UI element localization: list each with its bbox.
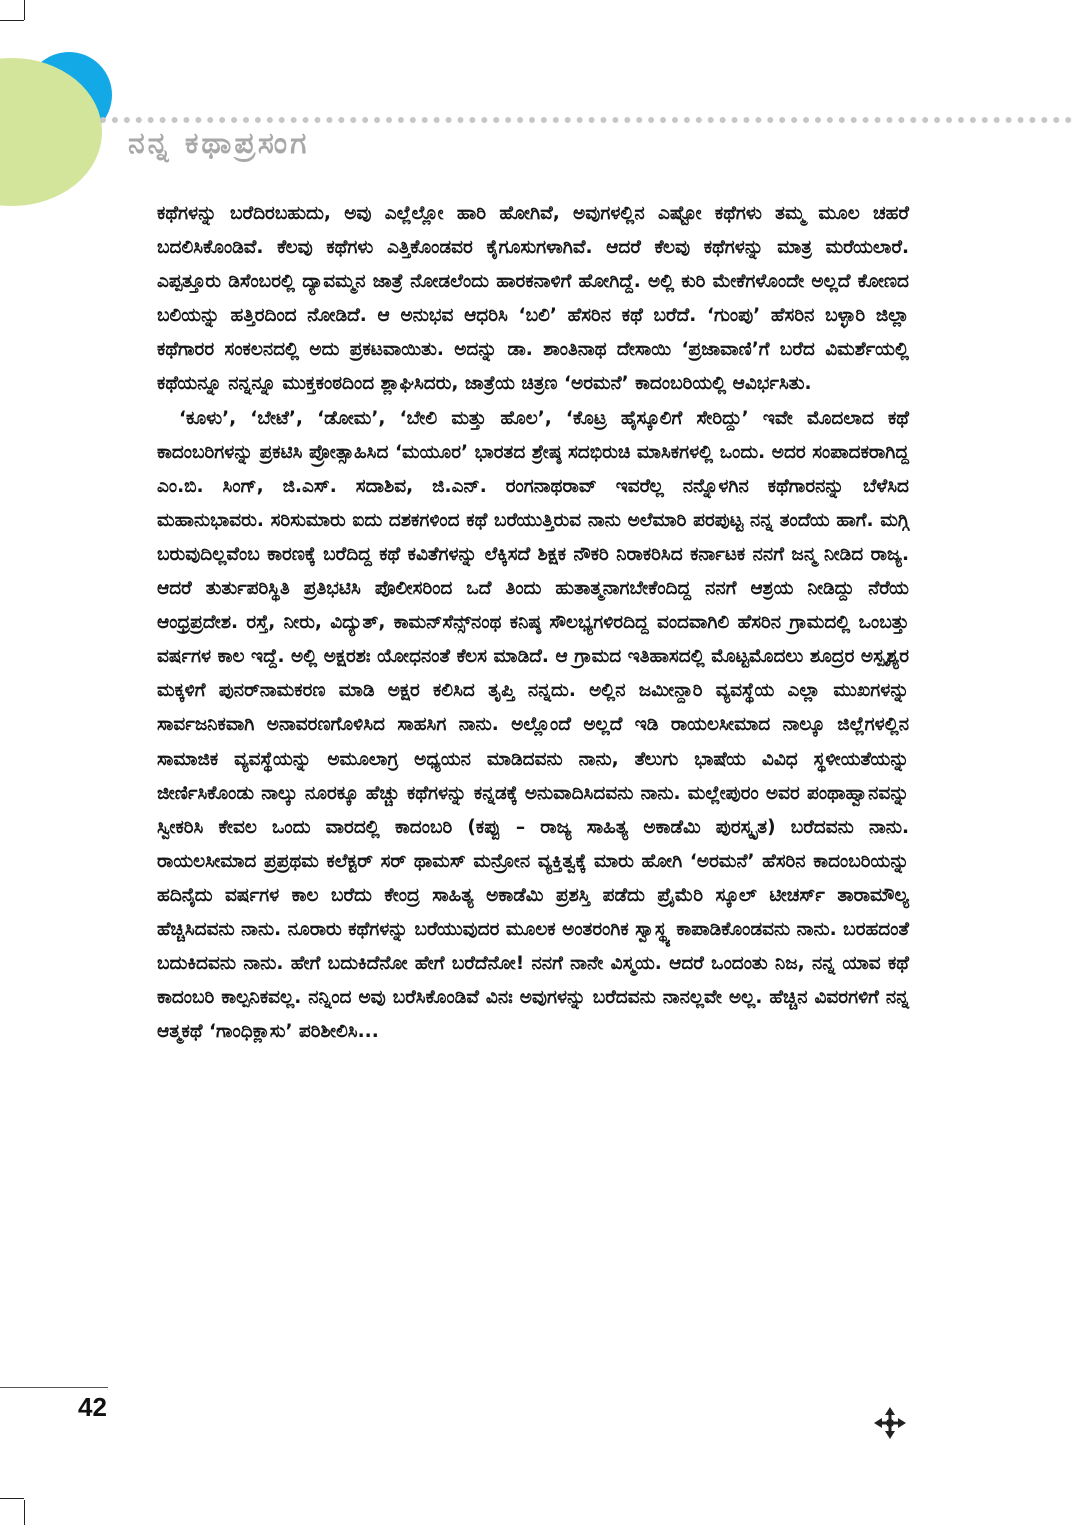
footer-rule [0, 1387, 108, 1388]
section-title: ನನ್ನ ಕಥಾಪ್ರಸಂಗ [128, 126, 310, 161]
crop-mark-top-vertical [24, 0, 25, 20]
dotted-header-rule [100, 117, 1072, 123]
paragraph-2: ‘ಕೂಳು’, ‘ಬೇಟೆ’, ‘ಡೋಮ’, ‘ಬೇಲಿ ಮತ್ತು ಹೊಲ’, ‘ಕೊಟ್ರ ಹೈಸ್ಕೂಲಿಗೆ ಸೇರಿದ್ದು’ ಇವೇ ಮೊದಲಾದ ಕಥೆ ಕಾದಂಬರಿಗಳನ್ನು ಪ್ರಕಟಿಸಿ ಪ್ರೋತ್ಸಾಹಿಸಿದ ‘ಮಯೂರ’ ಭಾರತದ ಶ್ರೇಷ್ಠ ಸದಭಿರುಚಿ ಮಾಸಿಕಗಳಲ್ಲಿ ಒಂದು. ಅದರ ಸಂಪಾದಕರಾಗಿದ್ದ ಎಂ.ಬಿ. ಸಿಂಗ್, ಜಿ.ಎಸ್. ಸದಾಶಿವ, ಜಿ.ಎನ್. ರಂಗನಾಥರಾವ್ ಇವರೆಲ್ಲ ನನ್ನೊಳಗಿನ ಕಥೆಗಾರನನ್ನು ಬೆಳೆಸಿದ ಮಹಾನುಭಾವರು. ಸರಿಸುಮಾರು ಐದು ದಶಕಗಳಿಂದ ಕಥೆ ಬರೆಯುತ್ತಿರುವ ನಾನು ಅಲೆಮಾರಿ ಪರಪುಟ್ಟ ನನ್ನ ತಂದೆಯ ಹಾಗೆ. ಮಗ್ಗಿ ಬರುವುದಿಲ್ಲವೆಂಬ ಕಾರಣಕ್ಕೆ ಬರೆದಿದ್ದ ಕಥೆ ಕವಿತೆಗಳನ್ನು ಲೆಕ್ಕಿಸದೆ ಶಿಕ್ಷಕ ನೌಕರಿ ನಿರಾಕರಿಸಿದ ಕರ್ನಾಟಕ ನನಗೆ ಜನ್ಮ ನೀಡಿದ ರಾಜ್ಯ. ಆದರೆ ತುರ್ತುಪರಿಸ್ಥಿತಿ ಪ್ರತಿಭಟಿಸಿ ಪೊಲೀಸರಿಂದ ಒದೆ ತಿಂದು ಹುತಾತ್ಮನಾಗಬೇಕೆಂದಿದ್ದ ನನಗೆ ಆಶ್ರಯ ನೀಡಿದ್ದು ನೆರೆಯ ಆಂಧ್ರಪ್ರದೇಶ. ರಸ್ತೆ, ನೀರು, ವಿದ್ಯುತ್, ಕಾಮನ್‌ಸೆನ್ಸ್‌ನಂಥ ಕನಿಷ್ಠ ಸೌಲಭ್ಯಗಳಿರದಿದ್ದ ವಂದವಾಗಿಲಿ ಹೆಸರಿನ ಗ್ರಾಮದಲ್ಲಿ ಒಂಬತ್ತು ವರ್ಷಗಳ ಕಾಲ ಇದ್ದೆ. ಅಲ್ಲಿ ಅಕ್ಷರಶಃ ಯೋಧನಂತೆ ಕೆಲಸ ಮಾಡಿದೆ. ಆ ಗ್ರಾಮದ ಇತಿಹಾಸದಲ್ಲಿ ಮೊಟ್ಟಮೊದಲು ಶೂದ್ರರ ಅಸ್ಪೃಶ್ಯರ ಮಕ್ಕಳಿಗೆ ಪುನರ್‌ನಾಮಕರಣ ಮಾಡಿ ಅಕ್ಷರ ಕಲಿಸಿದ ತೃಪ್ತಿ ನನ್ನದು. ಅಲ್ಲಿನ ಜಮೀನ್ದಾರಿ ವ್ಯವಸ್ಥೆಯ ಎಲ್ಲಾ ಮುಖಗಳನ್ನು ಸಾರ್ವಜನಿಕವಾಗಿ ಅನಾವರಣಗೊಳಿಸಿದ ಸಾಹಸಿಗ ನಾನು. ಅಲ್ಲೊಂದೆ ಅಲ್ಲದೆ ಇಡಿ ರಾಯಲಸೀಮಾದ ನಾಲ್ಕೂ ಜಿಲ್ಲೆಗಳಲ್ಲಿನ ಸಾಮಾಜಿಕ ವ್ಯವಸ್ಥೆಯನ್ನು ಅಮೂಲಾಗ್ರ ಅಧ್ಯಯನ ಮಾಡಿದವನು ನಾನು, ತೆಲುಗು ಭಾಷೆಯ ವಿವಿಧ ಸ್ಥಳೀಯತೆಯನ್ನು ಜೀರ್ಣಿಸಿಕೊಂಡು ನಾಲ್ಕು ನೂರಕ್ಕೂ ಹೆಚ್ಚು ಕಥೆಗಳನ್ನು ಕನ್ನಡಕ್ಕೆ ಅನುವಾದಿಸಿದವನು ನಾನು. ಮಲ್ಲೇಪುರಂ ಅವರ ಪಂಥಾಹ್ವಾನವನ್ನು ಸ್ವೀಕರಿಸಿ ಕೇವಲ ಒಂದು ವಾರದಲ್ಲಿ ಕಾದಂಬರಿ (ಕಪ್ಪು – ರಾಜ್ಯ ಸಾಹಿತ್ಯ ಅಕಾಡೆಮಿ ಪುರಸ್ಕೃತ) ಬರೆದವನು ನಾನು. ರಾಯಲಸೀಮಾದ ಪ್ರಪ್ರಥಮ ಕಲೆಕ್ಟರ್ ಸರ್ ಥಾಮಸ್ ಮನ್ರೋನ ವ್ಯಕ್ತಿತ್ವಕ್ಕೆ ಮಾರು ಹೋಗಿ ‘ಅರಮನೆ’ ಹೆಸರಿನ ಕಾದಂಬರಿಯನ್ನು ಹದಿನೈದು ವರ್ಷಗಳ ಕಾಲ ಬರೆದು ಕೇಂದ್ರ ಸಾಹಿತ್ಯ ಅಕಾಡೆಮಿ ಪ್ರಶಸ್ತಿ ಪಡೆದು ಪ್ರೈಮೆರಿ ಸ್ಕೂಲ್ ಟೀಚರ್ಸ್ ತಾರಾಮೌಲ್ಯ ಹೆಚ್ಚಿಸಿದವನು ನಾನು. ನೂರಾರು ಕಥೆಗಳನ್ನು ಬರೆಯುವುದರ ಮೂಲಕ ಅಂತರಂಗಿಕ ಸ್ವಾಸ್ಥ್ಯ ಕಾಪಾಡಿಕೊಂಡವನು ನಾನು. ಬರಹದಂತೆ ಬದುಕಿದವನು ನಾನು. ಹೇಗೆ ಬದುಕಿದೆನೋ ಹೇಗೆ ಬರೆದೆನೋ! ನನಗೆ ನಾನೇ ವಿಸ್ಮಯ. ಆದರೆ ಒಂದಂತು ನಿಜ, ನನ್ನ ಯಾವ ಕಥೆ ಕಾದಂಬರಿ ಕಾಲ್ಪನಿಕವಲ್ಲ. ನನ್ನಿಂದ ಅವು ಬರೆಸಿಕೊಂಡಿವೆ ವಿನಃ ಅವುಗಳನ್ನು ಬರೆದವನು ನಾನಲ್ಲವೇ ಅಲ್ಲ. ಹೆಚ್ಚಿನ ವಿವರಗಳಿಗೆ ನನ್ನ ಆತ್ಮಕಥೆ ‘ಗಾಂಧಿಕ್ಲಾಸು’ ಪರಿಶೀಲಿಸಿ... [157, 407, 909, 1043]
crop-mark-bottom-horizontal [0, 1498, 24, 1499]
article-body [157, 197, 909, 1049]
crop-mark-bottom-vertical [24, 1500, 25, 1525]
crop-mark-top-horizontal [0, 20, 24, 21]
page-number: 42 [78, 1392, 107, 1422]
paragraph-1: ಕಥೆಗಳನ್ನು ಬರೆದಿರಬಹುದು, ಅವು ಎಲ್ಲೆಲ್ಲೋ ಹಾರಿ ಹೋಗಿವೆ, ಅವುಗಳಲ್ಲಿನ ಎಷ್ಟೋ ಕಥೆಗಳು ತಮ್ಮ ಮೂಲ ಚಹರೆ ಬದಲಿಸಿಕೊಂಡಿವೆ. ಕೆಲವು ಕಥೆಗಳು ಎತ್ತಿಕೊಂಡವರ ಕೈಗೂಸುಗಳಾಗಿವೆ. ಆದರೆ ಕೆಲವು ಕಥೆಗಳನ್ನು ಮಾತ್ರ ಮರೆಯಲಾರೆ. ಎಪ್ಪತ್ತೂರು ಡಿಸೆಂಬರಲ್ಲಿ ದ್ಯಾವಮ್ಮನ ಜಾತ್ರೆ ನೋಡಲೆಂದು ಹಾರಕನಾಳಿಗೆ ಹೋಗಿದ್ದೆ. ಅಲ್ಲಿ ಕುರಿ ಮೇಕೆಗಳೊಂದೇ ಅಲ್ಲದೆ ಕೋಣದ ಬಲಿಯನ್ನು ಹತ್ತಿರದಿಂದ ನೋಡಿದೆ. ಆ ಅನುಭವ ಆಧರಿಸಿ ‘ಬಲಿ’ ಹೆಸರಿನ ಕಥೆ ಬರೆದೆ. ‘ಗುಂಪು’ ಹೆಸರಿನ ಬಳ್ಳಾರಿ ಜಿಲ್ಲಾ ಕಥೆಗಾರರ ಸಂಕಲನದಲ್ಲಿ ಅದು ಪ್ರಕಟವಾಯಿತು. ಅದನ್ನು ಡಾ. ಶಾಂತಿನಾಥ ದೇಸಾಯಿ ‘ಪ್ರಜಾವಾಣಿ’ಗೆ ಬರೆದ ವಿಮರ್ಶೆಯಲ್ಲಿ ಕಥೆಯನ್ನೂ ನನ್ನನ್ನೂ ಮುಕ್ತಕಂಠದಿಂದ ಶ್ಲಾಘಿಸಿದರು, ಜಾತ್ರೆಯ ಚಿತ್ರಣ ‘ಅರಮನೆ’ ಕಾದಂಬರಿಯಲ್ಲಿ ಆವಿರ್ಭಸಿತು. [157, 203, 909, 395]
four-arrow-ornament-icon [872, 1405, 908, 1441]
